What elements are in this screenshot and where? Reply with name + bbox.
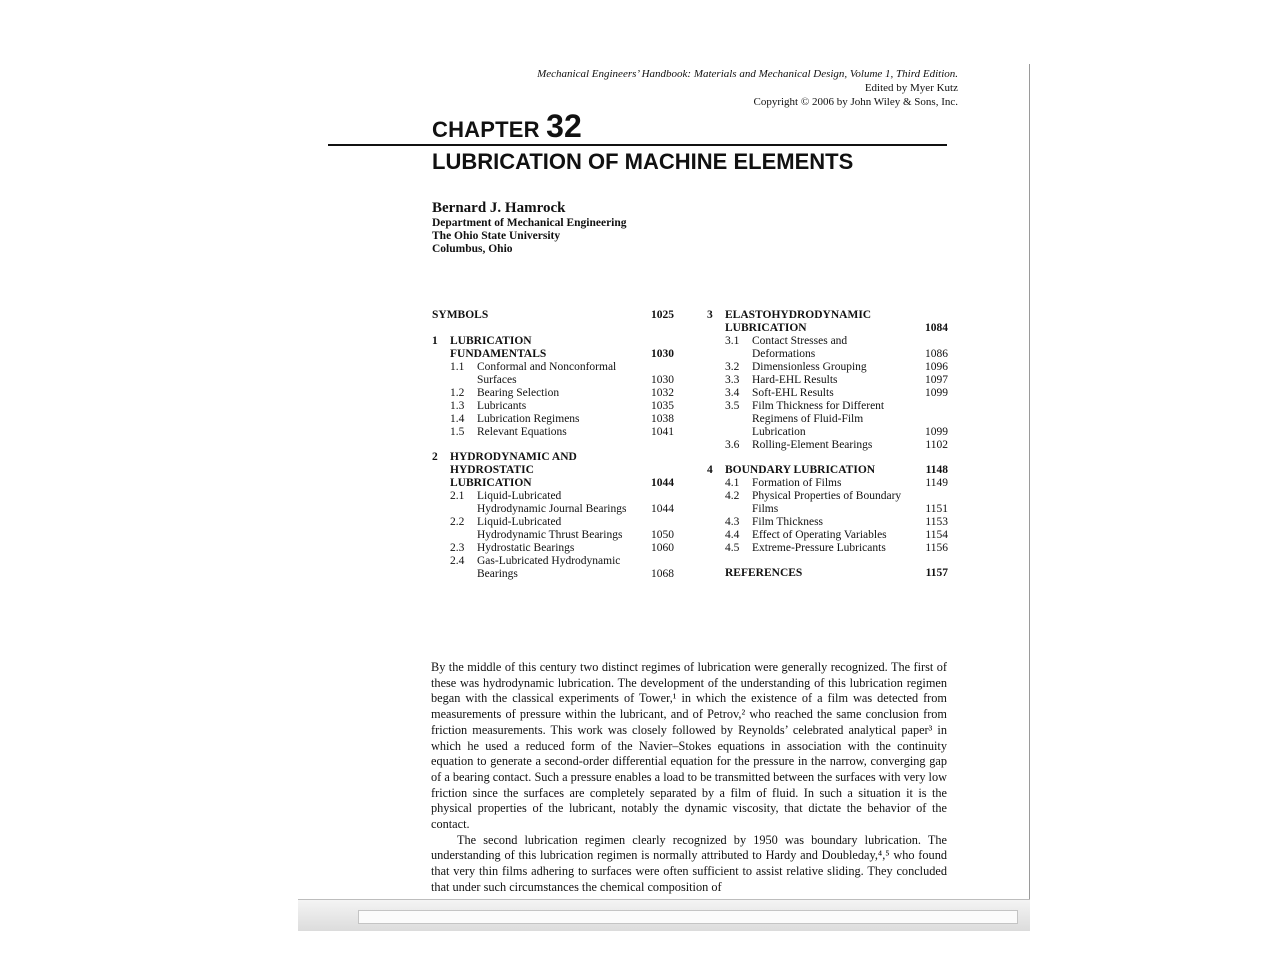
toc-subsection xyxy=(432,490,674,516)
toc-subsection-title: Film Thickness for Different Regimens of Fluid-Film Lubrication xyxy=(752,400,885,438)
toc-subsection-title: Lubrication Regimens xyxy=(477,413,580,425)
toc-page: 1157 xyxy=(925,567,948,579)
toc-section-number: 4 xyxy=(707,464,713,476)
toc-subsection-number: 1.3 xyxy=(450,400,465,412)
toc-subsection-title: Film Thickness xyxy=(752,516,824,528)
toc-subsection xyxy=(432,426,674,439)
toc-subsection-number: 4.5 xyxy=(725,542,740,554)
toc-page: 1156 xyxy=(925,542,948,554)
toc-subsection-title: Rolling-Element Bearings xyxy=(752,439,873,451)
toc-subsection-title: Hydrostatic Bearings xyxy=(477,542,575,554)
toc-subsection-number: 3.1 xyxy=(725,335,740,347)
author-department: Department of Mechanical Engineering xyxy=(432,217,627,229)
toc-subsection-title: Contact Stresses and Deformations xyxy=(752,335,848,360)
scrollbar-track[interactable] xyxy=(358,910,1018,924)
toc-subsection xyxy=(432,555,674,581)
toc-subsection-number: 4.1 xyxy=(725,477,740,489)
toc-subsection xyxy=(432,516,674,542)
toc-section-title: LUBRICATION FUNDAMENTALS xyxy=(450,335,547,360)
toc-page: 1084 xyxy=(925,322,948,334)
toc-page: 1041 xyxy=(651,426,674,438)
toc-subsection xyxy=(432,413,674,426)
book-editor: Edited by Myer Kutz xyxy=(864,82,958,94)
toc-right-column xyxy=(707,309,948,580)
toc-subsection-title: Formation of Films xyxy=(752,477,842,489)
toc-page: 1060 xyxy=(651,542,674,554)
toc-subsection xyxy=(707,400,948,439)
toc-entry-symbols xyxy=(432,309,674,322)
toc-section-4 xyxy=(707,464,948,477)
toc-page: 1097 xyxy=(925,374,948,386)
toc-subsection xyxy=(707,374,948,387)
toc-page: 1035 xyxy=(651,400,674,412)
toc-subsection-title: Conformal and Nonconformal Surfaces xyxy=(477,361,617,386)
toc-subsection-number: 2.3 xyxy=(450,542,465,554)
chapter-title: LUBRICATION OF MACHINE ELEMENTS xyxy=(432,149,854,174)
chapter-label xyxy=(432,108,582,145)
toc-subsection xyxy=(707,490,948,516)
toc-subsection-number: 2.2 xyxy=(450,516,465,528)
toc-page: 1050 xyxy=(651,529,674,541)
toc-section-title: BOUNDARY LUBRICATION xyxy=(725,464,876,476)
author-name: Bernard J. Hamrock xyxy=(432,200,566,216)
toc-section-3 xyxy=(707,309,948,335)
toc-subsection-number: 3.4 xyxy=(725,387,740,399)
toc-subsection-title: Relevant Equations xyxy=(477,426,567,438)
body-text xyxy=(431,660,947,896)
toc-subsection xyxy=(707,516,948,529)
toc-subsection xyxy=(432,542,674,555)
body-paragraph: The second lubrication regimen clearly recognized by 1950 was boundary lubrication. The understanding of this lubrication regimen is normally attributed to Hardy and Doubleday,⁴,⁵ who found that very thin films adhering to surfaces were often sufficient to assist relative sliding. They concluded that under such circumstances the chemical composition of xyxy=(431,832,947,894)
toc-section-title: ELASTOHYDRODYNAMIC LUBRICATION xyxy=(725,309,872,334)
body-paragraph: By the middle of this century two distinct regimes of lubrication were generally recognized. The first of these was hydrodynamic lubrication. The development of the understanding of this lubrication regimen began with the classical experiments of Tower,¹ in which the existence of a film was detected from measurements of pressure within the lubricant, and of Petrov,² who reached the same conclusion from friction measurements. This work was closely followed by Reynolds’ celebrated analytical paper³ in which he used a reduced form of the Navier–Stokes equations in association with the continuity equation to generate a second-order differential equation for the pressure in the narrow, converging gap of a bearing contact. Such a pressure enables a load to be transmitted between the surfaces with very low friction since the surfaces are completely separated by a film of fluid. In such a situation it is the physical properties of the lubricant, notably the dynamic viscosity, that dictate the behavior of the contact. xyxy=(431,660,947,832)
toc-subsection-number: 4.2 xyxy=(725,490,740,502)
toc-subsection-title: Effect of Operating Variables xyxy=(752,529,887,541)
toc-subsection-title: Liquid-Lubricated Hydrodynamic Journal Bearings xyxy=(477,490,627,515)
toc-subsection-number: 2.1 xyxy=(450,490,465,502)
copyright-notice: Copyright © 2006 by John Wiley & Sons, Inc. xyxy=(753,96,958,108)
toc-subsection xyxy=(432,387,674,400)
toc-title: REFERENCES xyxy=(725,567,803,579)
toc-subsection-number: 1.5 xyxy=(450,426,465,438)
author-city: Columbus, Ohio xyxy=(432,243,513,255)
author-university: The Ohio State University xyxy=(432,230,561,242)
toc-subsection xyxy=(707,439,948,452)
toc-subsection-title: Lubricants xyxy=(477,400,527,412)
toc-section-number: 2 xyxy=(432,451,438,463)
toc-page: 1044 xyxy=(651,477,674,489)
toc-page: 1044 xyxy=(651,503,674,515)
toc-page: 1086 xyxy=(925,348,948,360)
toc-subsection-title: Dimensionless Grouping xyxy=(752,361,867,373)
toc-page: 1025 xyxy=(651,309,674,321)
toc-page: 1032 xyxy=(651,387,674,399)
toc-subsection-title: Soft-EHL Results xyxy=(752,387,834,399)
toc-subsection-number: 1.1 xyxy=(450,361,465,373)
toc-page: 1096 xyxy=(925,361,948,373)
toc-subsection-title: Hard-EHL Results xyxy=(752,374,838,386)
toc-left-column xyxy=(432,309,674,581)
toc-subsection-number: 4.3 xyxy=(725,516,740,528)
toc-section-number: 3 xyxy=(707,309,713,321)
toc-subsection-title: Physical Properties of Boundary Films xyxy=(752,490,902,515)
toc-subsection-title: Bearing Selection xyxy=(477,387,560,399)
toc-page: 1030 xyxy=(651,348,674,360)
toc-subsection-number: 3.2 xyxy=(725,361,740,373)
toc-page: 1148 xyxy=(925,464,948,476)
toc-subsection xyxy=(707,335,948,361)
toc-section-number: 1 xyxy=(432,335,438,347)
toc-entry-references xyxy=(707,567,948,580)
toc-subsection-title: Liquid-Lubricated Hydrodynamic Thrust Bearings xyxy=(477,516,623,541)
toc-subsection xyxy=(707,387,948,400)
toc-subsection-number: 1.2 xyxy=(450,387,465,399)
toc-subsection xyxy=(432,361,674,387)
toc-page: 1153 xyxy=(925,516,948,528)
toc-section-2 xyxy=(432,451,674,490)
toc-page: 1068 xyxy=(651,568,674,580)
horizontal-scrollbar[interactable] xyxy=(298,899,1030,931)
toc-subsection-number: 1.4 xyxy=(450,413,465,425)
toc-page: 1151 xyxy=(925,503,948,515)
toc-subsection xyxy=(432,400,674,413)
toc-page: 1154 xyxy=(925,529,948,541)
chapter-number: 32 xyxy=(546,108,583,144)
toc-page: 1099 xyxy=(925,387,948,399)
toc-title: SYMBOLS xyxy=(432,309,489,321)
toc-page: 1030 xyxy=(651,374,674,386)
toc-page: 1038 xyxy=(651,413,674,425)
toc-page: 1149 xyxy=(925,477,948,489)
toc-subsection xyxy=(707,529,948,542)
toc-subsection-number: 3.3 xyxy=(725,374,740,386)
toc-subsection xyxy=(707,477,948,490)
chapter-word: CHAPTER xyxy=(432,117,540,142)
toc-subsection-title: Extreme-Pressure Lubricants xyxy=(752,542,886,554)
toc-subsection xyxy=(707,542,948,555)
toc-subsection-number: 3.6 xyxy=(725,439,740,451)
toc-section-title: HYDRODYNAMIC AND HYDROSTATIC LUBRICATION xyxy=(450,451,577,489)
toc-page: 1099 xyxy=(925,426,948,438)
toc-page: 1102 xyxy=(925,439,948,451)
toc-section-1 xyxy=(432,335,674,361)
toc-subsection-number: 3.5 xyxy=(725,400,740,412)
toc-subsection-title: Gas-Lubricated Hydrodynamic Bearings xyxy=(477,555,621,580)
chapter-rule xyxy=(328,144,947,146)
book-title: Mechanical Engineers’ Handbook: Materials and Mechanical Design, Volume 1, Third Edition. xyxy=(537,68,958,80)
toc-subsection-number: 2.4 xyxy=(450,555,465,567)
toc-subsection-number: 4.4 xyxy=(725,529,740,541)
toc-subsection xyxy=(707,361,948,374)
